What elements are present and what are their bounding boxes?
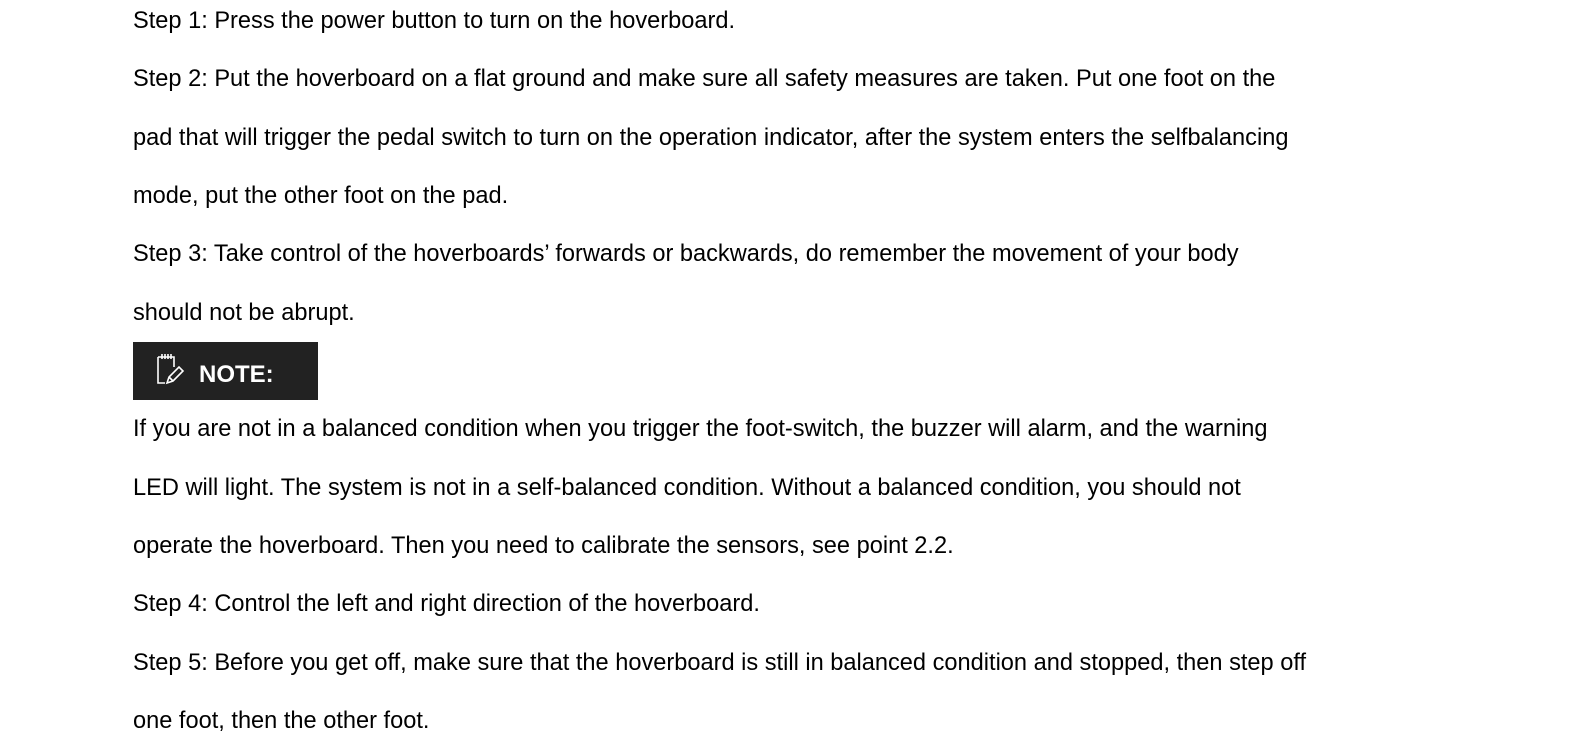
text-line: pad that will trigger the pedal switch to turn on the operation indicator, after the system enters the selfbalancing — [133, 124, 1289, 151]
text-line: Step 3: Take control of the hoverboards’ forwards or backwards, do remember the movement of your body — [133, 241, 1239, 268]
text-line: Step 5: Before you get off, make sure that the hoverboard is still in balanced condition and stopped, then step off — [133, 649, 1307, 676]
note-text-line: LED will light. The system is not in a self-balanced condition. Without a balanced condition, you should not — [133, 474, 1241, 501]
text-line: Step 2: Put the hoverboard on a flat ground and make sure all safety measures are taken. Put one foot on the — [133, 66, 1276, 93]
note-banner — [133, 342, 318, 400]
text-line: mode, put the other foot on the pad. — [133, 182, 509, 209]
text-line: Step 1: Press the power button to turn on the hoverboard. — [133, 8, 736, 34]
note-text-line: operate the hoverboard. Then you need to calibrate the sensors, see point 2.2. — [133, 532, 954, 559]
note-label: NOTE: — [199, 361, 274, 389]
text-line: Step 4: Control the left and right direction of the hoverboard. — [133, 591, 760, 618]
instructions-document — [133, 0, 1553, 750]
text-line: one foot, then the other foot. — [133, 707, 430, 734]
notepad-pencil-icon — [155, 351, 185, 392]
note-text-line: If you are not in a balanced condition when you trigger the foot-switch, the buzzer will alarm, and the warning — [133, 416, 1268, 443]
text-line: should not be abrupt. — [133, 299, 355, 326]
